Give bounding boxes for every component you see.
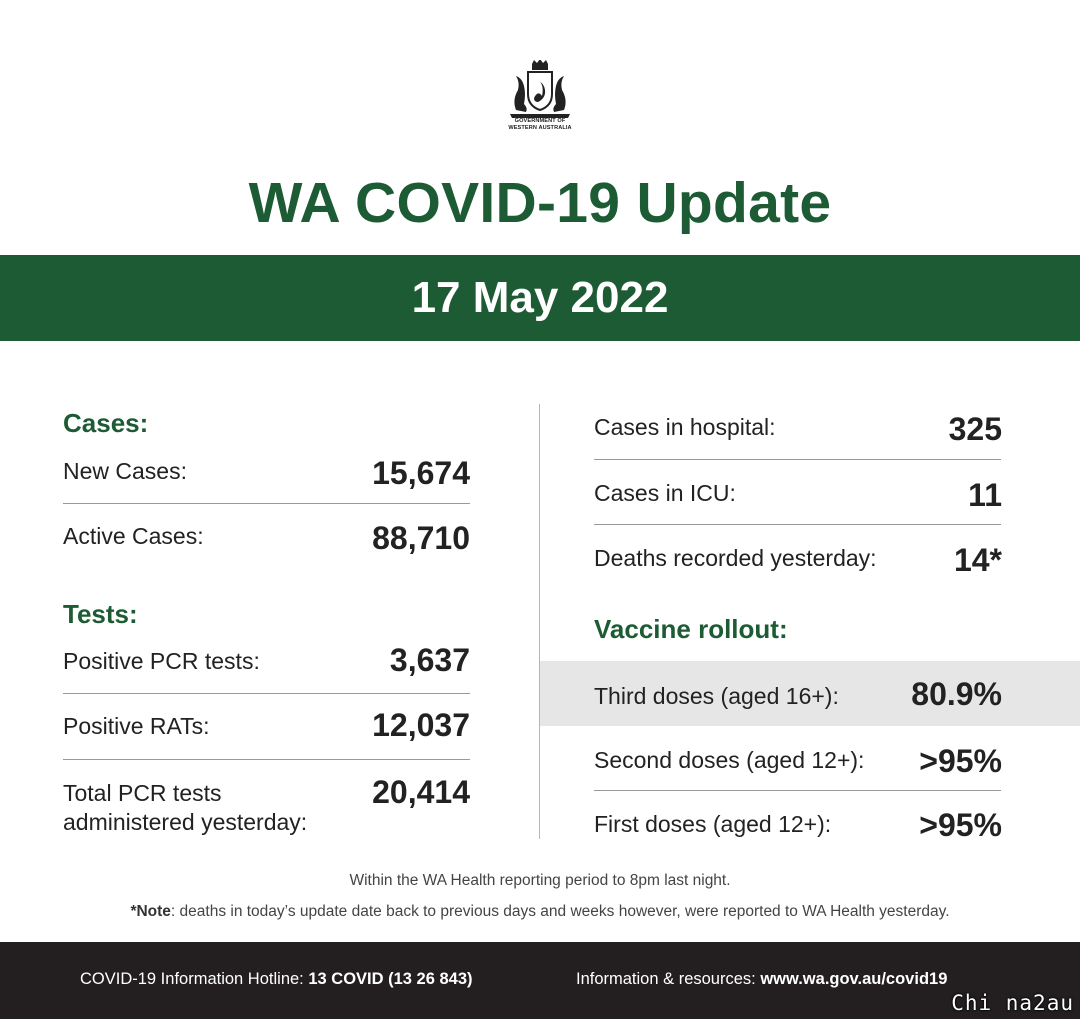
total-pcr-label-line1: Total PCR tests — [63, 780, 222, 806]
third-dose-label: Third doses (aged 16+): — [594, 683, 839, 709]
hotline-label: COVID-19 Information Hotline: — [80, 970, 309, 988]
row-divider — [63, 503, 470, 504]
update-date: 17 May 2022 — [411, 273, 669, 322]
row-divider — [594, 459, 1001, 460]
icu-label: Cases in ICU: — [594, 480, 736, 506]
watermark: Chi na2au — [951, 991, 1074, 1015]
resources-link[interactable]: www.wa.gov.au/covid19 — [760, 970, 948, 988]
first-dose-label: First doses (aged 12+): — [594, 811, 832, 837]
deaths-label: Deaths recorded yesterday: — [594, 545, 877, 571]
positive-pcr-value: 3,637 — [389, 642, 470, 678]
row-divider — [594, 790, 1001, 791]
row-divider — [63, 693, 470, 694]
resources-info — [576, 970, 947, 989]
resources-label: Information & resources: — [576, 970, 761, 988]
positive-rat-value: 12,037 — [372, 707, 470, 743]
total-pcr-value: 20,414 — [372, 774, 470, 810]
hotline-info — [80, 970, 473, 989]
cases-heading: Cases: — [63, 408, 149, 438]
row-divider — [594, 524, 1001, 525]
positive-rat-label: Positive RATs: — [63, 713, 210, 739]
active-cases-value: 88,710 — [372, 520, 470, 556]
crest-caption — [480, 118, 600, 132]
date-banner — [0, 255, 1080, 341]
note-text: : deaths in today’s update date back to previous days and weeks however, were reported to WA Health yesterday. — [170, 903, 950, 920]
deaths-value: 14* — [953, 542, 1002, 578]
new-cases-label: New Cases: — [63, 458, 187, 484]
reporting-period-note: Within the WA Health reporting period to 8pm last night. — [349, 872, 731, 889]
tests-heading: Tests: — [63, 599, 138, 629]
total-pcr-label — [63, 779, 307, 837]
hotline-number[interactable]: 13 COVID (13 26 843) — [308, 970, 473, 988]
positive-pcr-label: Positive PCR tests: — [63, 648, 260, 674]
crest-caption-line2: WESTERN AUSTRALIA — [508, 125, 572, 131]
hospital-value: 325 — [948, 411, 1002, 447]
vaccine-heading: Vaccine rollout: — [594, 614, 788, 644]
icu-value: 11 — [968, 477, 1002, 513]
row-divider — [63, 759, 470, 760]
new-cases-value: 15,674 — [372, 455, 470, 491]
page-title: WA COVID-19 Update — [248, 171, 832, 235]
total-pcr-label-line2: administered yesterday: — [63, 809, 308, 835]
note-prefix: *Note — [130, 903, 171, 920]
hospital-label: Cases in hospital: — [594, 414, 776, 440]
active-cases-label: Active Cases: — [63, 523, 204, 549]
deaths-footnote — [0, 903, 1080, 921]
footer-bar — [0, 942, 1080, 1019]
column-divider — [539, 404, 540, 839]
crest-caption-line1: GOVERNMENT OF — [514, 118, 566, 124]
second-dose-value: >95% — [919, 743, 1002, 779]
second-dose-label: Second doses (aged 12+): — [594, 747, 865, 773]
first-dose-value: >95% — [919, 807, 1002, 843]
third-dose-value: 80.9% — [911, 676, 1002, 712]
